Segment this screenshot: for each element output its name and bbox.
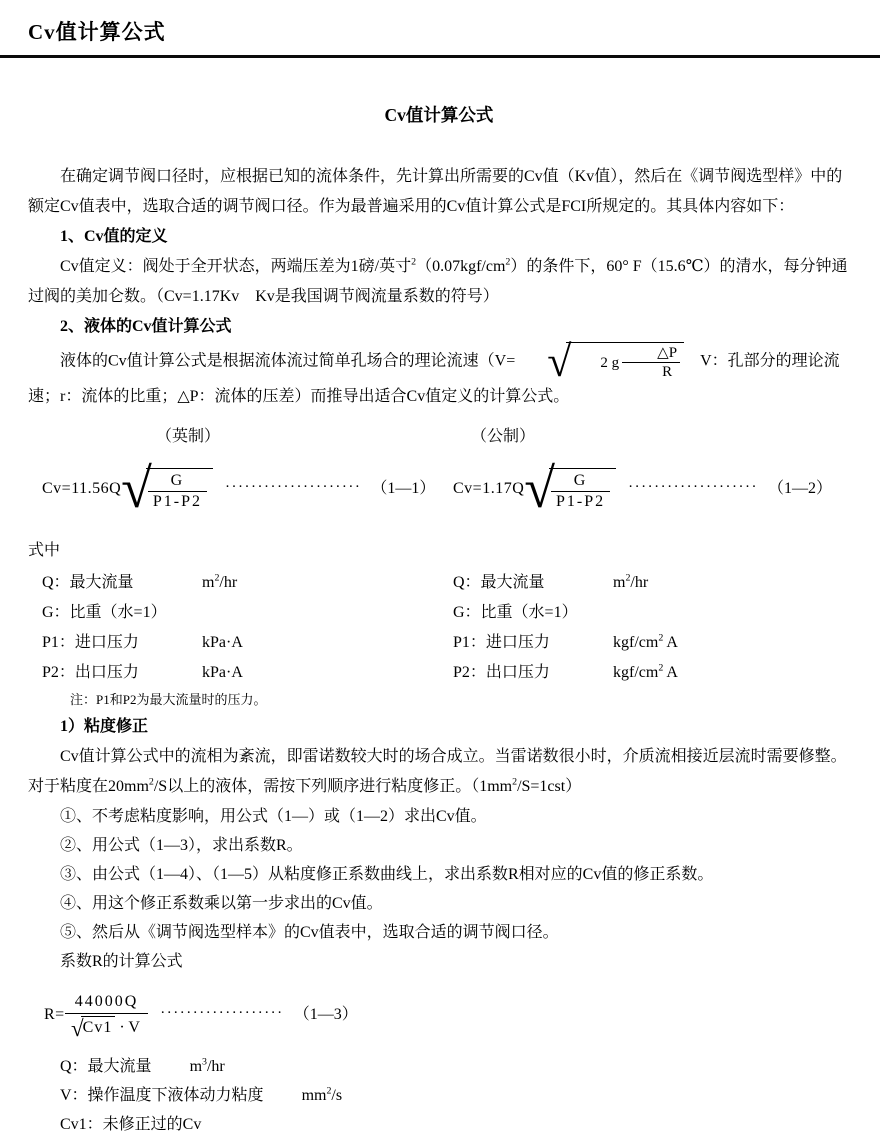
param-name: P1：进口压力 [453, 634, 550, 651]
param-row [28, 1081, 850, 1110]
metric-label: （公制） [471, 428, 536, 445]
v-formula-denominator: R [622, 362, 680, 381]
viscosity-step-3: ③、由公式（1—4）、（1—5）从粘度修正系数曲线上，求出系数R相对应的Cv值的修正系数。 [60, 866, 714, 883]
section2-body-pre: 液体的Cv值计算公式是根据流体流过简单孔场合的理论流速（V= [60, 352, 516, 370]
param-unit: kgf/$cm^2$ A [613, 662, 678, 681]
param-row [42, 658, 439, 688]
param-name: P2：出口压力 [453, 664, 550, 681]
param-unit: kPa·A [202, 634, 243, 651]
cv-formula-row [28, 460, 850, 518]
radical-sign [515, 342, 571, 382]
param-name: Cv1：未修正过的Cv [60, 1116, 202, 1133]
param-name: P1：进口压力 [42, 634, 139, 651]
param-row [42, 598, 439, 628]
pressure-note: 注：P1和P2为最大流量时的压力。 [70, 692, 267, 707]
param-row [453, 658, 850, 688]
param-row [453, 628, 850, 658]
page-header [0, 0, 880, 58]
formula-imperial-radicand [146, 468, 213, 514]
r-formula-fraction [65, 991, 149, 1039]
param-name: P2：出口压力 [42, 664, 139, 681]
param-unit: kgf/$cm^2$ A [613, 632, 678, 651]
formula-imperial [28, 464, 439, 514]
param-name: G：比重（水=1） [453, 604, 578, 621]
r-formula-denominator [65, 1013, 149, 1039]
param-row [453, 598, 850, 628]
param-unit: $mm^2/s$ [301, 1085, 343, 1104]
intro-paragraph: 在确定调节阀口径时，应根据已知的流体条件，先计算出所需要的Cv值（Kv值），然后在《调节阀选型样》中的额定Cv值表中，选取合适的调节阀口径。作为最普遍采用的Cv值计算公式是FCI所规定的。其具体内容如下： [28, 168, 843, 215]
dot-leader: ···················· [628, 479, 759, 495]
param-row [42, 568, 439, 598]
formula-metric-denominator: P1-P2 [551, 491, 610, 512]
v-formula-sqrt [515, 342, 684, 382]
formula-metric [439, 464, 850, 514]
r-denominator-sqrt [71, 1016, 115, 1039]
param-name: Q：最大流量 [60, 1058, 152, 1075]
viscosity-step-1: ①、不考虑粘度影响，用公式（1—）或（1—2）求出Cv值。 [60, 808, 487, 825]
dot-leader: ··················· [160, 1005, 284, 1021]
formula-imperial-number: （1—1） [371, 480, 436, 497]
formula-imperial-lhs: Cv=11.56Q [42, 480, 122, 497]
viscosity-heading: 1）粘度修正 [60, 718, 149, 735]
param-unit: kPa·A [202, 664, 243, 681]
param-row [453, 568, 850, 598]
param-unit: $m^2/hr$ [202, 572, 238, 591]
viscosity-step-2: ②、用公式（1—3），求出系数R。 [60, 837, 303, 854]
param-row [42, 628, 439, 658]
formula-metric-numerator: G [573, 472, 588, 489]
v-formula-coefficient: 2 g [600, 354, 620, 371]
unit-system-labels [28, 422, 850, 452]
viscosity-step-4: ④、用这个修正系数乘以第一步求出的Cv值。 [60, 895, 383, 912]
section1-heading: 1、Cv值的定义 [60, 228, 168, 245]
viscosity-body: Cv值计算公式中的流相为紊流，即雷诺数较大时的场合成立。当雷诺数很小时，介质流相接近层流时需要修整。对于粘度在$20mm^2/S$以上的液体，需按下列顺序进行粘度修正。$(1mm^2/S=1cst)$ [28, 748, 847, 795]
r-formula-title: 系数R的计算公式 [60, 953, 183, 970]
where-label: 式中 [28, 542, 61, 559]
section2-body-post: V：孔部分的理论流速；r：流体的比重；△P：流体的压差）而推导出适合Cv值定义的计算公式。 [28, 352, 840, 405]
param-name: V：操作温度下液体动力粘度 [60, 1087, 264, 1104]
param-row [28, 1110, 850, 1139]
formula-imperial-fraction [148, 471, 207, 512]
param-unit: $m^3/hr$ [189, 1056, 225, 1075]
param-name: Q：最大流量 [453, 574, 545, 591]
formula-metric-number: （1—2） [768, 480, 833, 497]
dot-leader: ····················· [225, 479, 362, 495]
v-formula-fraction [622, 344, 680, 381]
document-content [28, 102, 850, 1139]
section2-heading: 2、液体的Cv值计算公式 [60, 318, 232, 335]
parameters-metric [439, 568, 850, 688]
imperial-label: （英制） [156, 428, 221, 445]
param-name: Q：最大流量 [42, 574, 134, 591]
formula-metric-fraction [551, 471, 610, 512]
formula-metric-radicand [549, 468, 616, 514]
formula-metric-lhs: Cv=1.17Q [453, 480, 525, 497]
r-formula [28, 988, 850, 1042]
formula-imperial-denominator: P1-P2 [148, 491, 207, 512]
r-formula-lhs: R= [44, 1006, 65, 1023]
viscosity-step-5: ⑤、然后从《调节阀选型样本》的Cv值表中，选取合适的调节阀口径。 [60, 924, 559, 941]
section1-body: Cv值定义：阀处于全开状态，两端压差为1磅/英寸$^2(0.07kgf/cm^2)$的条件下，60° F（15.6℃）的清水，每分钟通过阀的美加仑数。（Cv=1.17Kv Kv是我国调节阀流量系数的符号） [28, 256, 848, 305]
r-denominator-rest: · V [119, 1019, 140, 1036]
section2-body [28, 342, 850, 412]
param-row [28, 1052, 850, 1081]
parameter-definitions [28, 568, 850, 688]
v-formula-numerator: △P [657, 345, 678, 361]
v-formula-radicand [566, 342, 684, 382]
r-parameter-definitions [28, 1052, 850, 1139]
formula-metric-sqrt [524, 464, 616, 514]
formula-imperial-sqrt [121, 464, 213, 514]
r-formula-number: （1—3） [293, 1006, 358, 1023]
r-denominator-radicand: Cv1 [81, 1016, 116, 1039]
r-formula-numerator: 44000Q [74, 993, 139, 1010]
param-name: G：比重（水=1） [42, 604, 167, 621]
header-title: Cv值计算公式 [28, 20, 166, 44]
document-title: Cv值计算公式 [384, 105, 494, 125]
parameters-imperial [28, 568, 439, 688]
param-unit: $m^2/hr$ [613, 572, 649, 591]
formula-imperial-numerator: G [170, 472, 185, 489]
